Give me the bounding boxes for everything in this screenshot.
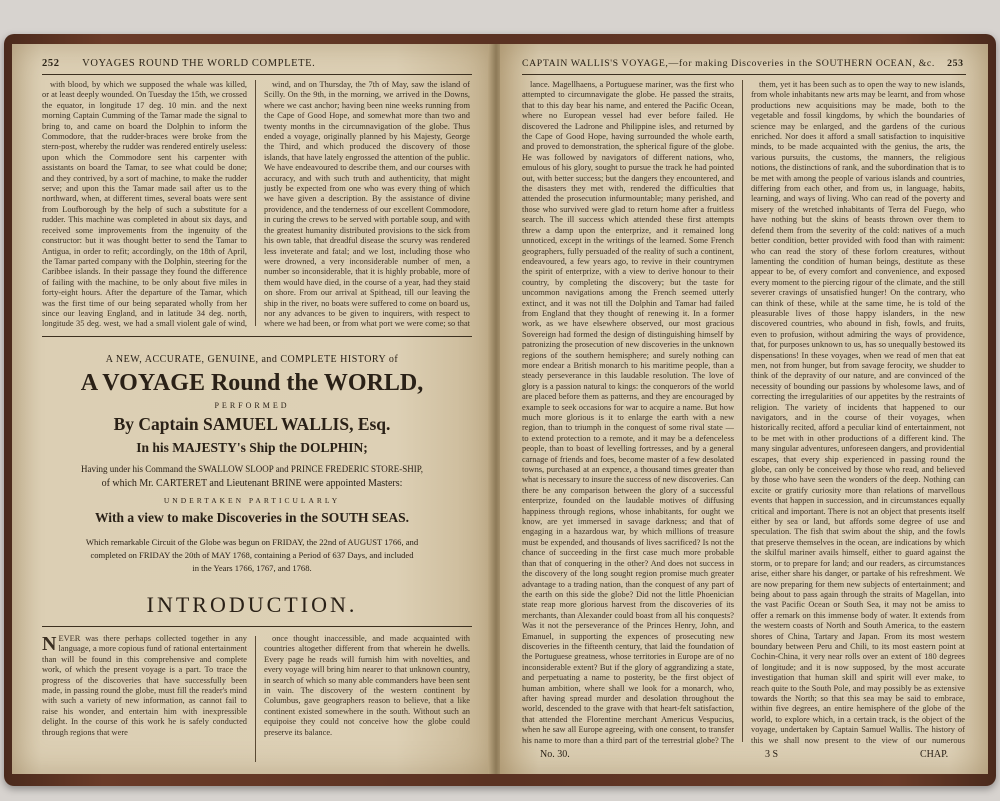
right-running-title: CAPTAIN WALLIS'S VOYAGE,—for making Discoveries in the SOUTHERN OCEAN, &c.: [522, 58, 935, 69]
left-column-2: [264, 80, 470, 328]
intro-column-2: [264, 634, 470, 764]
intro-column-1: [42, 634, 247, 764]
right-column-1: [522, 80, 734, 744]
intro-column-2-text: once thought inaccessible, and made acquainted with countries altogether different from that wherein he dwells. Every page he reads will furnish him with novelties, and every voyage will bring him nearer to that unknown country, in search of which so many able commanders have been sent in vain. The discovery of the western continent by Columbus, gave geographers reason to believe, that a like continent existed somewhere in the south. Without such an equipoise they could not conceive how the globe could preserve its balance.: [264, 634, 470, 737]
title-separator-rule: [42, 336, 472, 337]
circuit-line-3: in the Years 1766, 1767, and 1768.: [192, 563, 312, 573]
left-column-divider: [255, 80, 256, 326]
left-column-2-text: wind, and on Thursday, the 7th of May, saw the island of Scilly. On the 9th, in the morning, we arrived in the Downs, where we cast anchor; having been nine weeks running from the Cape of Good Hope, and somewhat more than two and twenty months in the circumnavigation of the globe. Thus ended a voyage, originally planned by his Majesty, George the Third, and which produced the discovery of those islands, that have lately engrossed the attention of the public. We have endeavoured to describe them, and our courses with accuracy, and with such truth and authenticity, that might justly be expected from one who was every thing of which we have given a description. By the assistance of divine providence, and the tenderness of our excellent Commodore, in curing the crews to be served with portable soup, and with the greatest humanity distributed provisions to the sick from his own table, that dreadful disease the scurvy was rendered less inveterate and fatal; and we lost, including those who were drowned, a very inconsiderable number of men, a number so inconsiderable, that it is highly probable, more of them would have died, in the course of a year, had they staid on shore. From our arrival at Spithead, till our leaving the ship in the river, no boats were suffered to come on board us, nor any advances to be given to inquirers, with respect to where we had been, or from what port we were come; so that: [264, 80, 470, 328]
performed-label: PERFORMED: [214, 401, 290, 410]
captain-name: By Captain SAMUEL WALLIS, Esq.: [113, 414, 391, 434]
right-column-2: [751, 80, 965, 744]
signature-mark: 3 S: [765, 749, 779, 760]
history-heading: A NEW, ACCURATE, GENUINE, and COMPLETE HISTORY of: [105, 354, 399, 365]
view-line: With a view to make Discoveries in the SOUTH SEAS.: [94, 510, 409, 525]
introduction-rule: [42, 626, 472, 627]
ship-line: In his MAJESTY's Ship the DOLPHIN;: [136, 440, 368, 455]
intro-column-divider: [255, 636, 256, 762]
right-page: [500, 44, 988, 774]
right-running-head: [522, 58, 964, 69]
circuit-line-2: completed on FRIDAY the 20th of MAY 1768, containing a Period of 637 Days, and included: [90, 550, 414, 560]
left-running-title: VOYAGES ROUND THE WORLD COMPLETE.: [82, 58, 316, 69]
intro-column-1-text: EVER was there perhaps collected together in any language, a more copious fund of rational entertainment than will be found in this comprehensive and complete work, of which the present voyage is a part. To trace the progress of the discoveries that have successfully been made, in passing round the globe, must fill the reader's mind with such a variety of new information, as cannot fail to raise his wonder, and entertain him with inexpressible delight. In the course of this work he is safely conducted through regions that were: [42, 634, 247, 737]
left-page: [12, 44, 492, 774]
left-head-rule: [42, 74, 472, 75]
undertaken-label: UNDERTAKEN PARTICULARLY: [163, 496, 341, 505]
left-column-1: [42, 80, 247, 328]
right-head-rule: [522, 74, 966, 75]
left-running-head: [42, 58, 315, 69]
right-column-divider: [742, 80, 743, 742]
command-line-1: Having under his Command the SWALLOW SLOOP and PRINCE FREDERIC STORE-SHIP,: [80, 464, 424, 474]
voyage-title: A VOYAGE Round the WORLD,: [80, 370, 424, 396]
right-column-2-text: them, yet it has been such as to open the way to new islands, from whole inhabitants new arts may be learnt, and from whose productions new acquisitions may be made, both to the vegetable and fossil kingdoms, by which the boundaries of science may be enlarged, and the gardens of the curious enriched. Nor does it afford a small satisfaction to inquisitive minds, to be made acquainted with the genius, the arts, the various pursuits, the customs, the manners, the religious notions, the distinctions of rank, and the subordination that is to be met with among the people of various islands and countries, differing from each other, and from us, in language, habits, learning, and ways of living. Who can read of the poverty and misery of the wretched inhabitants of Terra del Fuego, who have nothing but the skins of beasts thrown over them to defend them from the severity of the cold: natives of a much better condition, better provided with food than with raiment: who can read the story of these forlorn creatures, without lamenting the condition of human beings, destitute as these appear to be, of every comfort and convenience, and exposed every moment to the piercing rigour of the climate, and the still severer cravings of unsatisfied hunger! On the contrary, who can think of these, while at the same time, he is told of the pleasurable lives of those happy islanders, in the new discovered countries, who abound in fish, fowls, and fruits, even to profusion, without admiring the ways of providence, that, for purposes unknown to us, has so unequally bestowed its dispensations! In these voyages, when we read of men that eat men, not from hunger, but from savage ferocity, we shudder to think of the depravity of our nature, and are convinced of the necessity of bounding our passions by wholesome laws, and of correcting the irregularities of our appetites by the restraints of religion. The variety of incidents that happened to our navigators, and in the course of their voyages, when historically recited, afford a peculiar kind of entertainment, not to be met with in other productions of a different kind. The many singular adventures, unforeseen dangers, and providential escapes, that every ship experienced in passing round the globe, can only be conceived by those who read, and believed by those who have seen the wonders of the deep. Nothing can excite or gratify curiosity more than relations of marvellous events that happen in succession, and in circumstances equally critical and important. There is not an object that presents itself either by sea or land, but affords some degree of use and speculation. The fish that swim about the ship, and the fowls that preserve themselves in the ocean, are indications by which the skilful mariner avails himself, either to guard against the storm, or to prepare for land; and our readers, as circumstances arise, either share his danger, or partake of his refreshment. We are now preparing for them new subjects of entertainment; and being about to pass again through the straits of Magellan, into the vast Pacific Ocean or South Sea, it may not be amiss to offer a remark on this immense body of water. It extends from the western coasts of North and South America, to the eastern shores of China, Tartary and Japan. From its most western boundary between Peru and Chili, to its most eastern point at Cochin-China, it very near rolls over an extent of 180 degrees of longitude; and it is now supposed, by the most accurate investigation that human skill and spirit will ever make, to reach quite to the South Pole, and may possibly be as extensive towards the North; so that this sea may be said to embrace, within five degrees, an entire hemisphere of the globe of the world, to explore which, in a certain track, is the object of the voyage, undertaken by Captain Samuel Wallis. The history of this we shall now present to the view of our numerous: [751, 80, 965, 744]
catchword: CHAP.: [920, 749, 949, 760]
left-column-1-text: with blood, by which we supposed the whale was killed, or at least deeply wounded. On Tuesday the 15th, we crossed the equator, in longitude 17 deg. 10 min. and the next morning Captain Cumming of the Tamar made the signal to bring to, and came on board the Dolphin to inform the Commodore, that the rudder-braces were broke from the stern-post, whereby the rudder was rendered entirely useless: upon which the Commodore sent his carpenter with assistants on board the Tamar, to see what could be done; and they contrived, by a sort of machine, to make the rudder serve; and upon this the Tamar made sail after us to the northward, when, at different times, several boats were sent from Loufborough by the help of such a substitute for a rudder. This machine was completed in about six days, and received some improvements from the ingenuity of the constructor: but it was thought better to send the Tamar to Antigua, in order to refit; accordingly, on the 18th of April, the Tamar parted company with the Dolphin, steering for the Caribbee islands. In their passage they found the difference of failing with the machine, to be only about five miles in forty-eight hours. After the departure of the Tamar, which was the first time of our being separated wholly from her since our leaving England, and in latitude 34 deg. north, longitude 35 deg. west, we had a small violent gale of wind,: [42, 80, 247, 328]
right-column-1-text: lance. Magellhaens, a Portuguese mariner, was the first who attempted to circumnavigate the globe. He passed the straits, that to this day bear his name, and entered the Pacific Ocean, where no European vessel had ever before failed. He discovered the Ladrone and Philippine isles, and returned by the Cape of Good Hope, having surrounded the whole earth, and proved to demonstration, the spherical figure of the globe. He was followed by navigators of different nations, who, emulous of his glory, sought to pursue the track he had pointed out, with better success; but the dangers they encountered, and the disasters they met with, rendered the difficulties that attended the prosecution infurmountable; many perished, and those who survived were glad to return home after a fruitless search. The ill success which attended these first attempts threw a damp upon the enterprize, and it remained long unnoticed, except in the writings of the learned. Some French geographers, fully persuaded of the reality of such a continent, endeavoured, a few years ago, to revive in their countrymen the spirit of enterprize, with a view to derive honour to their country, by completing the discovery; but the taste for uncommon navigations among the French seemed utterly extinct, and it was not till the Dolphin and Tamar had failed from England that they thought of renewing it. In a former work, as we have elsewhere observed, our most gracious Sovereign had formed the design of distinguishing himself by patronizing the prosecution of new discoveries in the unknown regions of the southern hemisphere; and surely nothing can more endear a British monarch to his maritime people, than a steady perseverance in this laudable resolution. The love of glory is a passion natural to kings: the conquerors of the world are placed before them as patterns, and they are encouraged by example to seek occasions for war to acquire a name. But how much more glorious is it to enlarge the earth with a new region, than to triumph in the conquest of some rival state — to extend protection to a remote, and it may be a defenceless people, than to boast of levelling fortresses, and by a general carnage of friends and foes, become master of a few desolated towns, purchased at an expence, a thousand times greater than what is necessary to insure the success of new discoveries. Can there be any comparison between the glory of a successful enterprize, founded on the laudable motives of diffusing happiness through regions, whose inhabitants, for ought we know, are yet immersed in savage darkness; and that of engaging in a hazardous war, by which millions of treasure must be expended, and thousands of lives sacrificed? Is not the chance of succeeding in the first case much more probable than that of conquering in the other? And does not success in the discovery of the long sought region promise much greater advantage to a trading nation, than the conquest of any part of the earth on this side the globe? Did not the little Phoenician state reap more glorious harvest from the discoveries of its merchants, than Alexander could boast from all his conquests? Was it not the perseverance of the Princes Henry, John, and Emanuel, in supporting the expences of prosecuting new discoveries in the fifteenth century, that laid the foundation of the Portuguese greatness, whose territories in Europe are of no inconsiderable extent? But if the glory of aggrandizing a state, and perpetuating a name to posterity, be the first object of human ambition, where shall we look for a monarch, who, after having spread murder and desolation throughout the world, descended to the grave with that heart-felt satisfaction, that attended the Florentine merchant Americus Vespucius, when he saw all Europe agreeing, with one consent, to transfer his name to more than a third part of the terrestrial globe? The: [522, 80, 734, 744]
left-folio: 252: [42, 58, 60, 69]
issue-number: No. 30.: [540, 749, 570, 760]
command-line-2: of which Mr. CARTERET and Lieutenant BRINE were appointed Masters:: [101, 478, 403, 489]
circuit-line-1: Which remarkable Circuit of the Globe was begun on FRIDAY, the 22nd of AUGUST 1766, and: [85, 537, 419, 547]
introduction-heading: INTRODUCTION.: [146, 592, 358, 617]
drop-cap: N: [42, 634, 57, 655]
right-folio: 253: [947, 58, 964, 69]
